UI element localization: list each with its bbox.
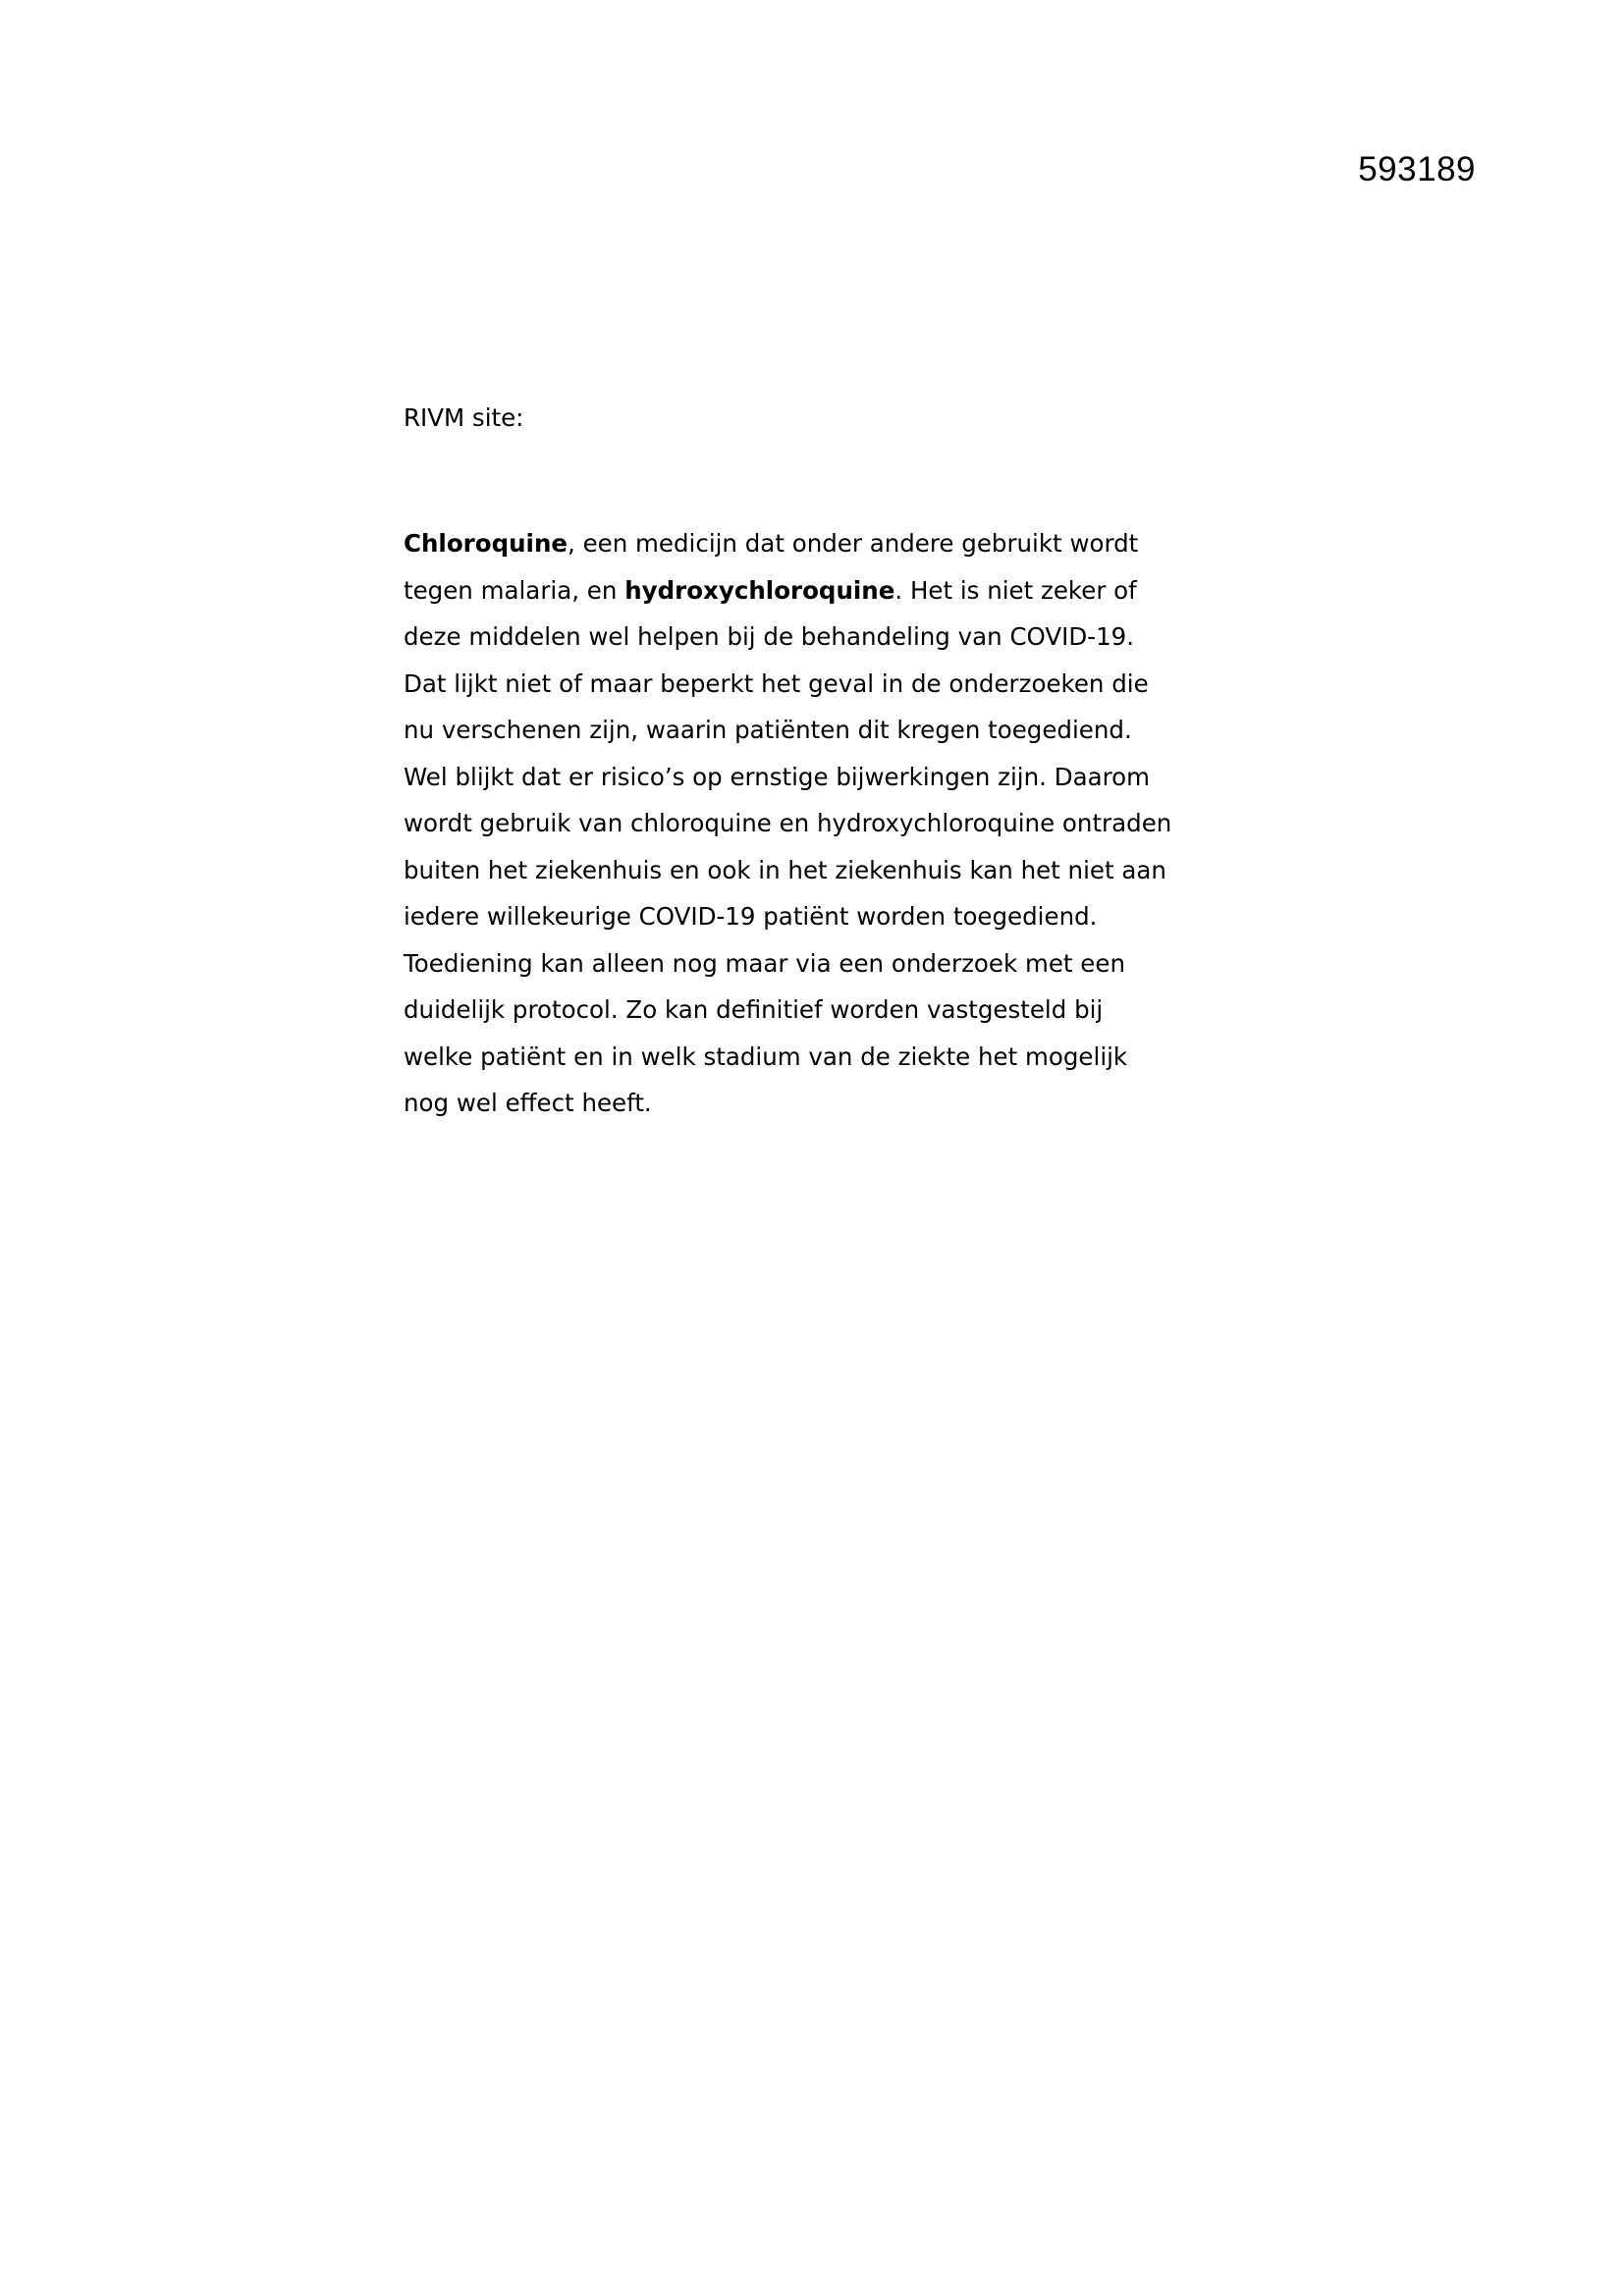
paragraph-line: welke patiënt en in welk stadium van de ziekte het mogelijk <box>404 1041 1128 1071</box>
paragraph-line: nog wel effect heeft. <box>404 1089 652 1117</box>
paragraph-line <box>404 567 1248 614</box>
document-number: 593189 <box>1358 150 1476 188</box>
bold-term-chloroquine: Chloroquine <box>404 529 568 558</box>
body-paragraph <box>404 520 1248 1127</box>
text-run: . Het is niet zeker of <box>894 575 1137 605</box>
text-run: , een medicijn dat onder andere gebruikt wordt <box>568 529 1139 558</box>
source-label: RIVM site: <box>404 403 524 432</box>
paragraph-line: buiten het ziekenhuis en ook in het ziekenhuis kan het niet aan <box>404 855 1166 884</box>
paragraph-line: Dat lijkt niet of maar beperkt het geval in de onderzoeken die <box>404 668 1149 698</box>
paragraph-line: Wel blijkt dat er risico’s op ernstige bijwerkingen zijn. Daarom <box>404 762 1150 791</box>
paragraph-line: Toediening kan alleen nog maar via een onderzoek met een <box>404 948 1125 978</box>
paragraph-line: nu verschenen zijn, waarin patiënten dit kregen toegediend. <box>404 716 1132 744</box>
paragraph-line: wordt gebruik van chloroquine en hydroxychloroquine ontraden <box>404 809 1172 837</box>
paragraph-line: duidelijk protocol. Zo kan definitief worden vastgesteld bij <box>404 995 1104 1024</box>
text-run: tegen malaria, en <box>404 575 625 605</box>
paragraph-line: deze middelen wel helpen bij de behandeling van COVID-19. <box>404 622 1135 651</box>
paragraph-line: iedere willekeurige COVID-19 patiënt worden toegediend. <box>404 902 1098 931</box>
bold-term-hydroxychloroquine: hydroxychloroquine <box>624 575 895 605</box>
paragraph-line <box>404 520 1248 567</box>
